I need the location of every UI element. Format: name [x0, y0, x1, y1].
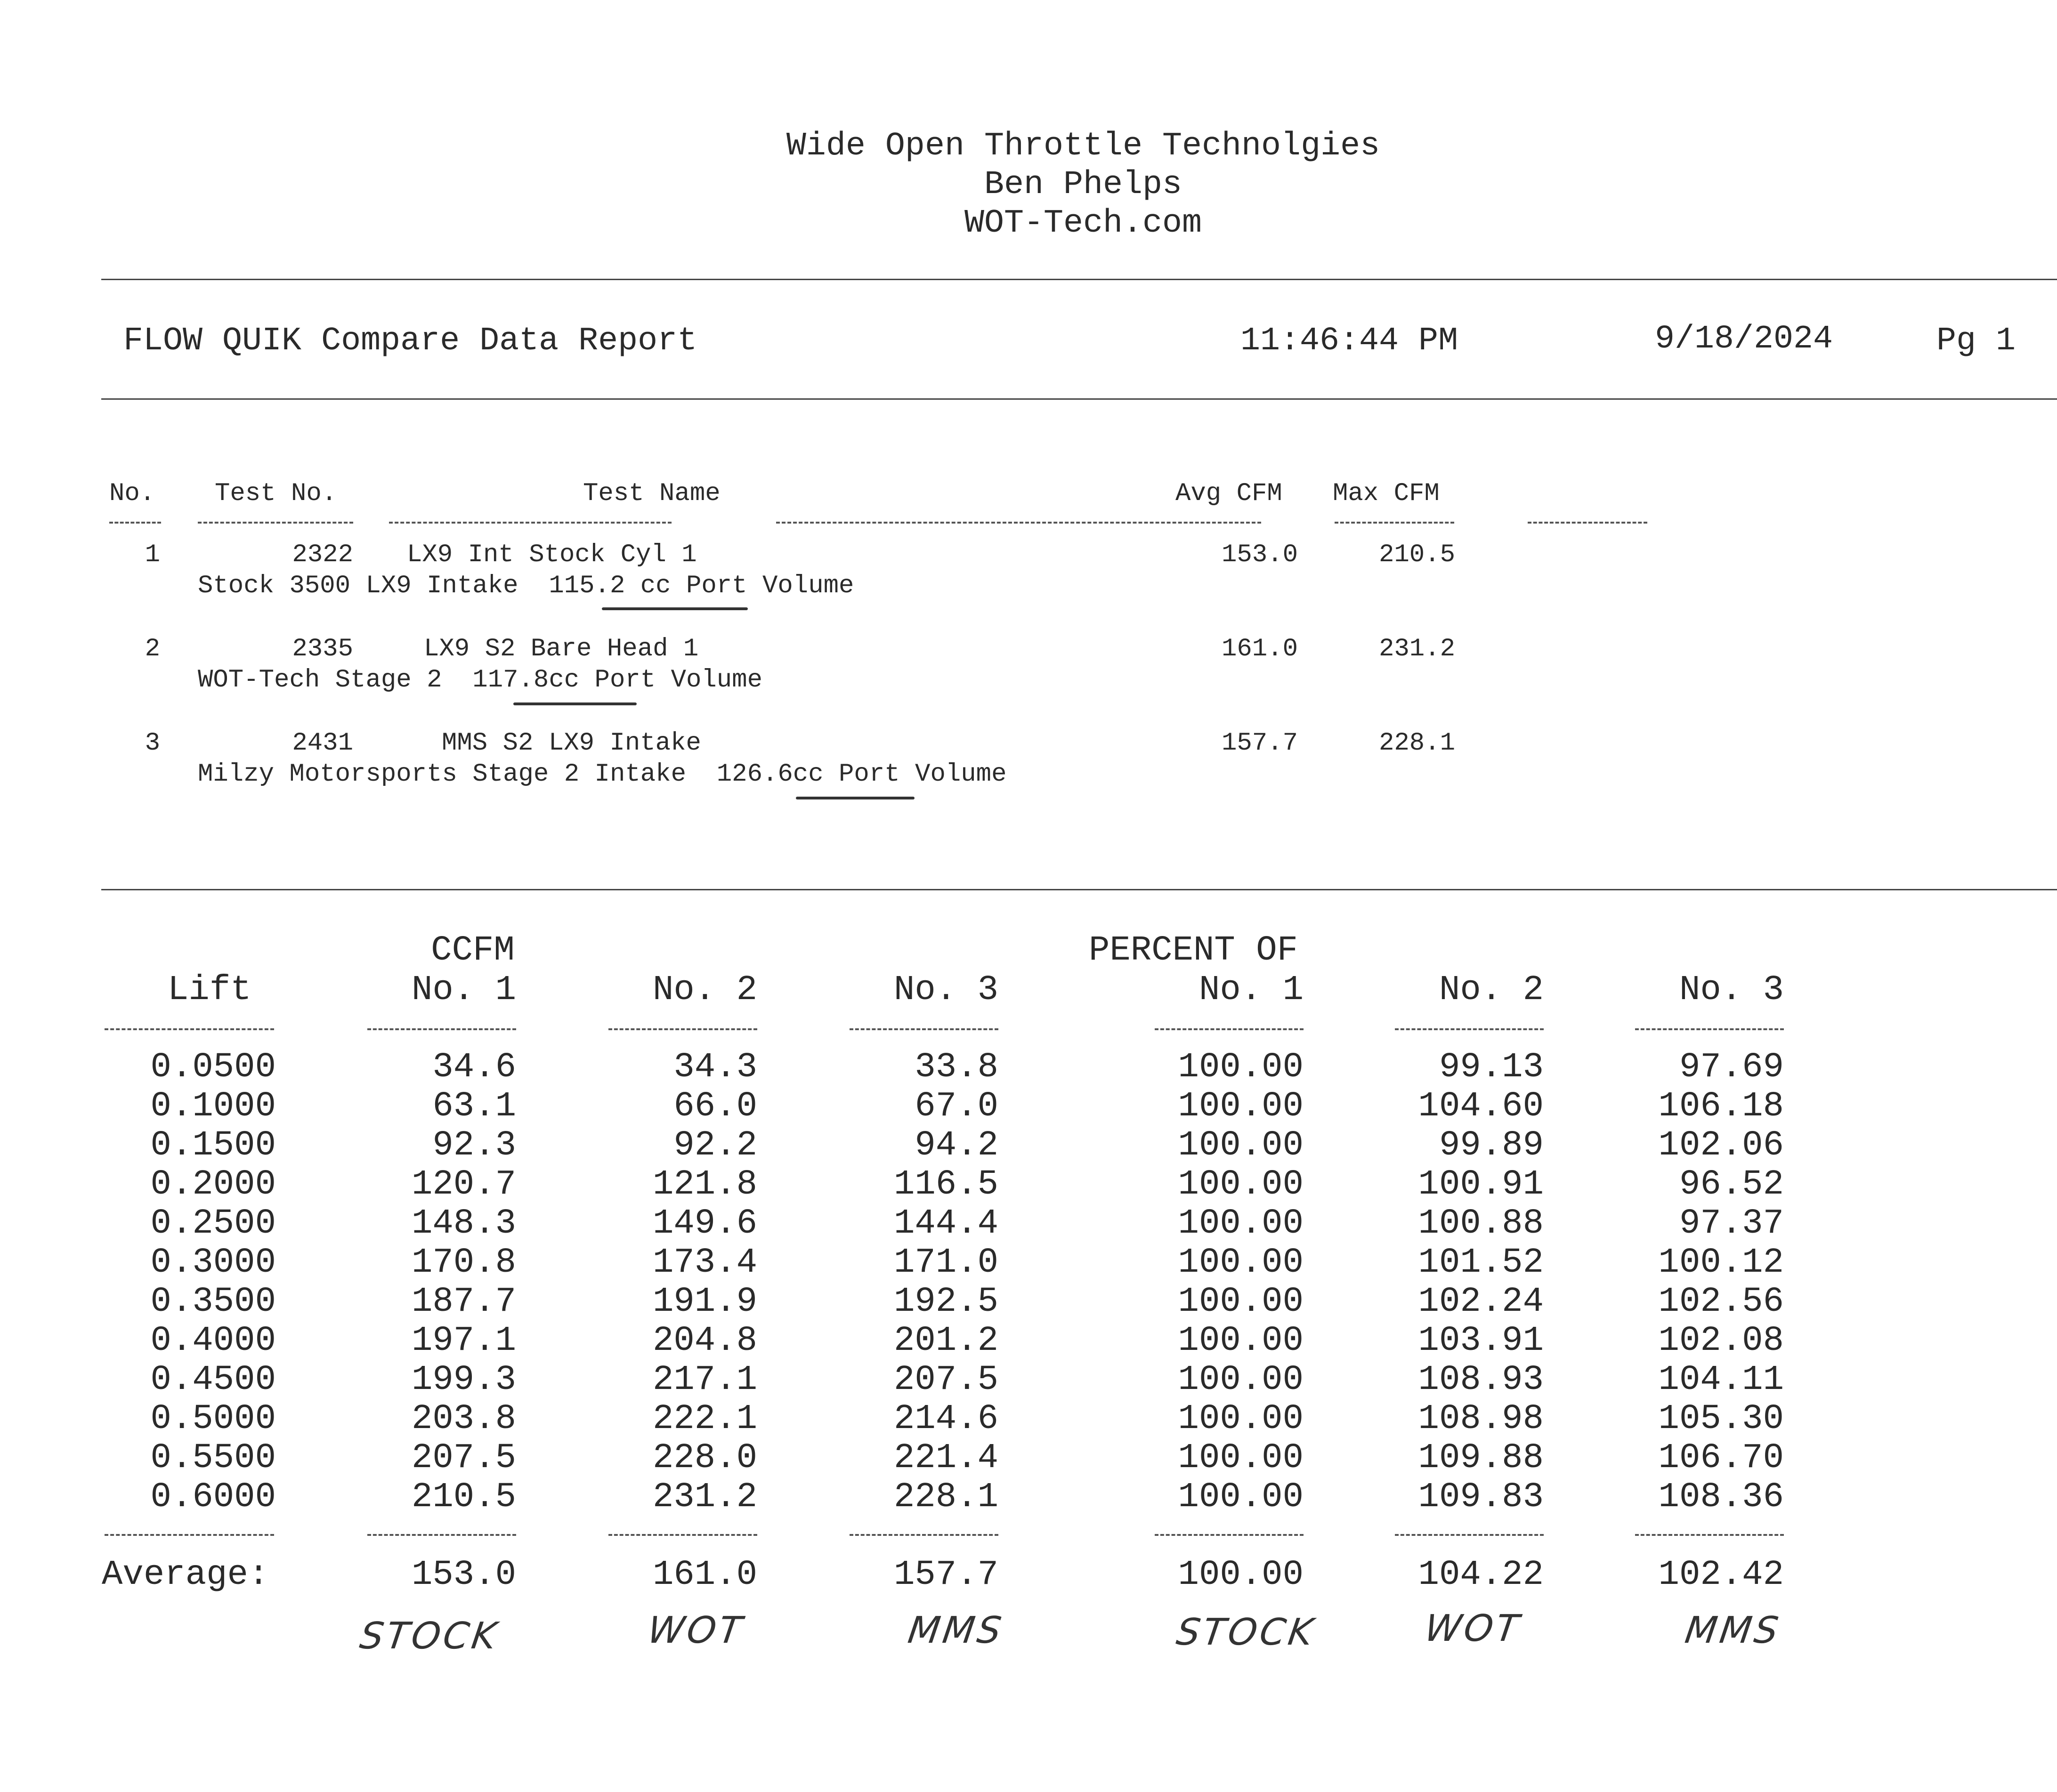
dash — [608, 1028, 757, 1030]
tests-header-avg-cfm: Avg CFM — [1175, 479, 1282, 508]
cell-ccfm-no1: 203.8 — [411, 1399, 516, 1439]
column-header-pct-no3: No. 3 — [1679, 970, 1784, 1010]
dash — [1528, 522, 1647, 524]
dash — [1335, 522, 1454, 524]
cell-ccfm-no1: 92.3 — [432, 1126, 516, 1165]
cell-ccfm-no2: 228.0 — [652, 1438, 757, 1478]
dash — [367, 1028, 516, 1030]
website: WOT-Tech.com — [964, 205, 1202, 242]
cell-ccfm-no3: 144.4 — [893, 1204, 998, 1243]
test-3-max: 228.1 — [1378, 729, 1455, 758]
cell-pct-no1: 100.00 — [1178, 1126, 1304, 1165]
cell-pct-no3: 104.11 — [1658, 1360, 1784, 1400]
tests-header-max-cfm: Max CFM — [1333, 479, 1440, 508]
cell-pct-no2: 109.83 — [1418, 1477, 1544, 1517]
cell-lift: 0.6000 — [150, 1477, 276, 1517]
cell-ccfm-no2: 231.2 — [652, 1477, 757, 1517]
cell-ccfm-no2: 204.8 — [652, 1321, 757, 1361]
handwritten-label-mms: MMS — [1682, 1609, 1784, 1652]
dash — [776, 522, 1261, 524]
test-3-test-no: 2431 — [292, 729, 353, 758]
cell-pct-no3: 97.69 — [1679, 1048, 1784, 1087]
cell-ccfm-no1: 210.5 — [411, 1477, 516, 1517]
handwritten-label-wot: WOT — [645, 1609, 747, 1652]
report-rule — [101, 398, 2057, 400]
cell-lift: 0.3000 — [150, 1243, 276, 1283]
cell-ccfm-no1: 63.1 — [432, 1087, 516, 1126]
cell-ccfm-no3: 221.4 — [893, 1438, 998, 1478]
test-1-description: Stock 3500 LX9 Intake 115.2 cc Port Volume — [198, 572, 854, 600]
cell-ccfm-no2: 173.4 — [652, 1243, 757, 1283]
cell-lift: 0.4500 — [150, 1360, 276, 1400]
report-title: FLOW QUIK Compare Data Report — [123, 323, 697, 360]
cell-ccfm-no3: 214.6 — [893, 1399, 998, 1439]
cell-lift: 0.2500 — [150, 1204, 276, 1243]
dash — [389, 522, 672, 524]
cell-pct-no2: 101.52 — [1418, 1243, 1544, 1283]
top-rule — [101, 279, 2057, 280]
section-rule — [101, 889, 2057, 890]
company-name: Wide Open Throttle Technolgies — [786, 128, 1380, 165]
cell-ccfm-no1: 187.7 — [411, 1282, 516, 1322]
average-pct-no2: 104.22 — [1418, 1555, 1544, 1595]
cell-pct-no2: 108.93 — [1418, 1360, 1544, 1400]
dash — [1155, 1534, 1304, 1536]
dash — [367, 1534, 516, 1536]
column-header-ccfm-no3: No. 3 — [893, 970, 998, 1010]
cell-ccfm-no3: 116.5 — [893, 1165, 998, 1204]
dash — [1395, 1028, 1544, 1030]
cell-ccfm-no1: 197.1 — [411, 1321, 516, 1361]
cell-lift: 0.0500 — [150, 1048, 276, 1087]
cell-ccfm-no2: 149.6 — [652, 1204, 757, 1243]
group-header-percent: PERCENT OF — [1088, 931, 1298, 970]
cell-pct-no3: 96.52 — [1679, 1165, 1784, 1204]
cell-pct-no1: 100.00 — [1178, 1048, 1304, 1087]
test-3-no: 3 — [145, 729, 160, 758]
cell-ccfm-no1: 170.8 — [411, 1243, 516, 1283]
cell-pct-no3: 108.36 — [1658, 1477, 1784, 1517]
dash — [850, 1028, 998, 1030]
cell-ccfm-no3: 228.1 — [893, 1477, 998, 1517]
report-time: 11:46:44 PM — [1240, 323, 1458, 360]
cell-pct-no1: 100.00 — [1178, 1087, 1304, 1126]
column-header-ccfm-no1: No. 1 — [411, 970, 516, 1010]
cell-lift: 0.3500 — [150, 1282, 276, 1322]
cell-pct-no2: 109.88 — [1418, 1438, 1544, 1478]
test-3-name: MMS S2 LX9 Intake — [442, 729, 701, 758]
dash — [1635, 1534, 1784, 1536]
group-header-ccfm: CCFM — [431, 931, 515, 970]
dash — [198, 522, 353, 524]
dash — [105, 1028, 274, 1030]
cell-pct-no1: 100.00 — [1178, 1360, 1304, 1400]
cell-ccfm-no2: 66.0 — [673, 1087, 757, 1126]
cell-pct-no1: 100.00 — [1178, 1477, 1304, 1517]
cell-ccfm-no1: 148.3 — [411, 1204, 516, 1243]
cell-ccfm-no2: 121.8 — [652, 1165, 757, 1204]
average-pct-no1: 100.00 — [1178, 1555, 1304, 1595]
cell-lift: 0.4000 — [150, 1321, 276, 1361]
cell-ccfm-no1: 199.3 — [411, 1360, 516, 1400]
test-2-description: WOT-Tech Stage 2 117.8cc Port Volume — [198, 666, 762, 694]
test-1-no: 1 — [145, 541, 160, 569]
column-header-pct-no2: No. 2 — [1439, 970, 1544, 1010]
cell-pct-no1: 100.00 — [1178, 1321, 1304, 1361]
dash — [608, 1534, 757, 1536]
cell-pct-no1: 100.00 — [1178, 1399, 1304, 1439]
cell-pct-no2: 99.89 — [1439, 1126, 1544, 1165]
cell-ccfm-no1: 207.5 — [411, 1438, 516, 1478]
test-3-avg: 157.7 — [1221, 729, 1298, 758]
cell-ccfm-no3: 201.2 — [893, 1321, 998, 1361]
cell-pct-no3: 105.30 — [1658, 1399, 1784, 1439]
handwritten-label-stock: STOCK — [1174, 1611, 1319, 1654]
cell-ccfm-no3: 171.0 — [893, 1243, 998, 1283]
cell-pct-no1: 100.00 — [1178, 1165, 1304, 1204]
tests-header-test-no: Test No. — [215, 479, 337, 508]
cell-ccfm-no2: 34.3 — [673, 1048, 757, 1087]
cell-ccfm-no1: 120.7 — [411, 1165, 516, 1204]
dash — [850, 1534, 998, 1536]
cell-pct-no3: 100.12 — [1658, 1243, 1784, 1283]
column-header-lift: Lift — [168, 970, 251, 1010]
test-2-max: 231.2 — [1378, 635, 1455, 663]
cell-ccfm-no3: 33.8 — [915, 1048, 998, 1087]
cell-pct-no3: 106.18 — [1658, 1087, 1784, 1126]
test-1-avg: 153.0 — [1221, 541, 1298, 569]
cell-pct-no1: 100.00 — [1178, 1282, 1304, 1322]
dash — [1635, 1028, 1784, 1030]
tests-header-no: No. — [109, 479, 155, 508]
cell-pct-no3: 102.06 — [1658, 1126, 1784, 1165]
cell-lift: 0.1500 — [150, 1126, 276, 1165]
cell-ccfm-no2: 92.2 — [673, 1126, 757, 1165]
cell-pct-no2: 99.13 — [1439, 1048, 1544, 1087]
cell-pct-no2: 108.98 — [1418, 1399, 1544, 1439]
cell-pct-no2: 100.88 — [1418, 1204, 1544, 1243]
handwritten-label-mms: MMS — [905, 1609, 1007, 1652]
test-3-description: Milzy Motorsports Stage 2 Intake 126.6cc Port Volume — [198, 760, 1007, 789]
dash — [1155, 1028, 1304, 1030]
test-1-test-no: 2322 — [292, 541, 353, 569]
test-2-test-no: 2335 — [292, 635, 353, 663]
average-ccfm-no2: 161.0 — [652, 1555, 757, 1595]
cell-pct-no2: 103.91 — [1418, 1321, 1544, 1361]
cell-lift: 0.1000 — [150, 1087, 276, 1126]
test-2-avg: 161.0 — [1221, 635, 1298, 663]
dash — [1395, 1534, 1544, 1536]
cell-ccfm-no3: 67.0 — [915, 1087, 998, 1126]
cell-pct-no2: 104.60 — [1418, 1087, 1544, 1126]
cell-ccfm-no3: 207.5 — [893, 1360, 998, 1400]
average-ccfm-no3: 157.7 — [893, 1555, 998, 1595]
test-2-no: 2 — [145, 635, 160, 663]
cell-lift: 0.5500 — [150, 1438, 276, 1478]
cell-lift: 0.5000 — [150, 1399, 276, 1439]
report-date: 9/18/2024 — [1655, 321, 1833, 358]
average-pct-no3: 102.42 — [1658, 1555, 1784, 1595]
dash — [109, 522, 161, 524]
dash — [105, 1534, 274, 1536]
tests-header-test-name: Test Name — [583, 479, 721, 508]
person-name: Ben Phelps — [984, 166, 1182, 203]
cell-ccfm-no2: 191.9 — [652, 1282, 757, 1322]
test-1-name: LX9 Int Stock Cyl 1 — [407, 541, 697, 569]
cell-pct-no3: 106.70 — [1658, 1438, 1784, 1478]
cell-pct-no1: 100.00 — [1178, 1243, 1304, 1283]
column-header-ccfm-no2: No. 2 — [652, 970, 757, 1010]
cell-pct-no3: 97.37 — [1679, 1204, 1784, 1243]
cell-pct-no3: 102.56 — [1658, 1282, 1784, 1322]
cell-lift: 0.2000 — [150, 1165, 276, 1204]
handwritten-underline — [602, 607, 748, 610]
test-1-max: 210.5 — [1378, 541, 1455, 569]
cell-pct-no1: 100.00 — [1178, 1204, 1304, 1243]
cell-ccfm-no3: 192.5 — [893, 1282, 998, 1322]
handwritten-label-wot: WOT — [1422, 1607, 1524, 1650]
cell-ccfm-no2: 222.1 — [652, 1399, 757, 1439]
average-ccfm-no1: 153.0 — [411, 1555, 516, 1595]
average-label: Average: — [102, 1555, 269, 1595]
cell-pct-no3: 102.08 — [1658, 1321, 1784, 1361]
cell-pct-no1: 100.00 — [1178, 1438, 1304, 1478]
cell-ccfm-no1: 34.6 — [432, 1048, 516, 1087]
handwritten-underline — [796, 797, 915, 799]
test-2-name: LX9 S2 Bare Head 1 — [424, 635, 699, 663]
handwritten-label-stock: STOCK — [357, 1615, 502, 1657]
cell-pct-no2: 100.91 — [1418, 1165, 1544, 1204]
cell-ccfm-no2: 217.1 — [652, 1360, 757, 1400]
cell-pct-no2: 102.24 — [1418, 1282, 1544, 1322]
column-header-pct-no1: No. 1 — [1199, 970, 1304, 1010]
handwritten-underline — [513, 702, 637, 705]
page-number: Pg 1 — [1936, 323, 2016, 360]
cell-ccfm-no3: 94.2 — [915, 1126, 998, 1165]
